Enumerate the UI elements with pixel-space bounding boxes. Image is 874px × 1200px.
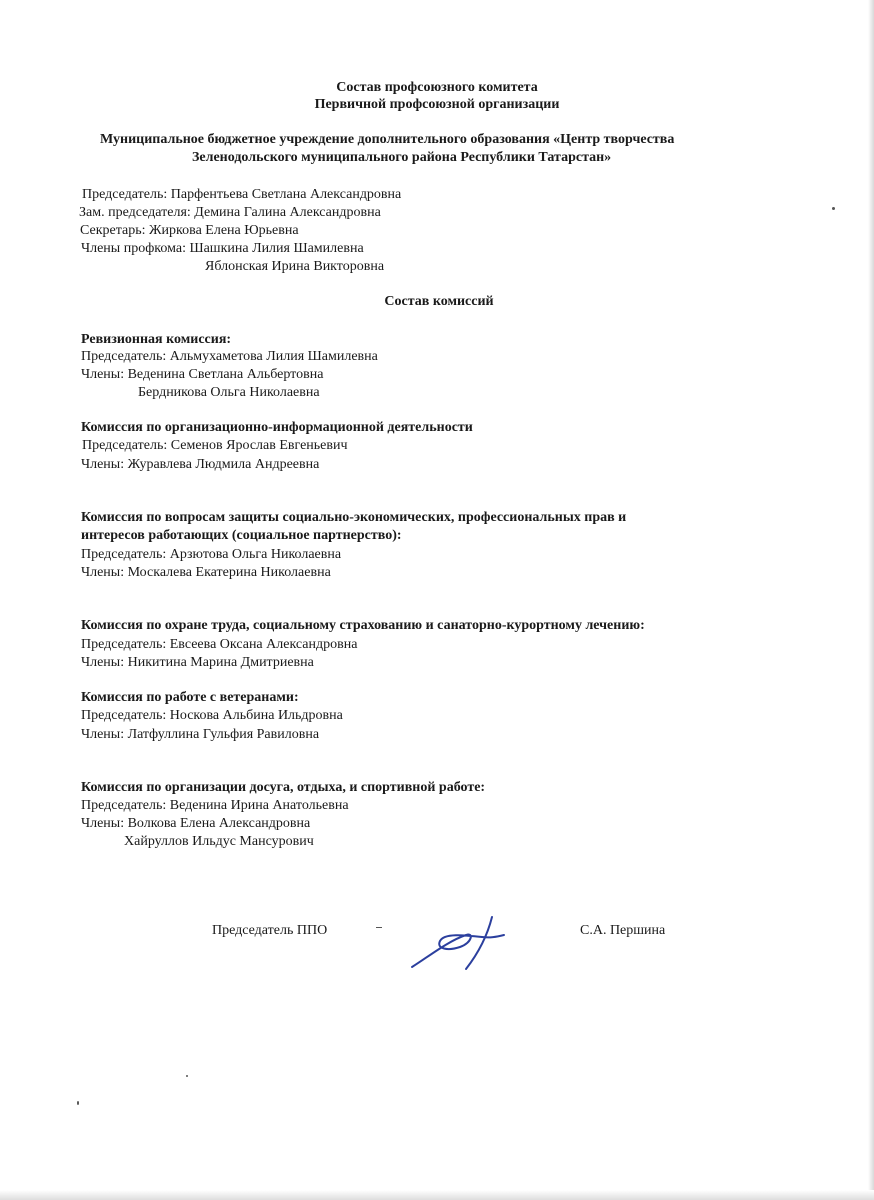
committee-members-line-2: Яблонская Ирина Викторовна <box>205 259 385 274</box>
document-title-line-1: Состав профсоюзного комитета <box>336 80 538 95</box>
commission-member: Члены: Москалева Екатерина Николаевна <box>81 565 331 580</box>
scan-edge-bottom <box>0 1190 874 1200</box>
organization-name-line-1: Муниципальное бюджетное учреждение дополнительного образования «Центр творчества <box>100 132 675 147</box>
committee-deputy-chair: Зам. председателя: Демина Галина Александровна <box>79 205 381 220</box>
commission-member: Члены: Журавлева Людмила Андреевна <box>81 457 320 472</box>
commission-title-line-1: Комиссия по вопросам защиты социально-экономических, профессиональных прав и <box>81 510 627 525</box>
scan-speck <box>186 1075 188 1077</box>
commission-title: Комиссия по организации досуга, отдыха, и спортивной работе: <box>81 780 486 795</box>
commission-member: Члены: Волкова Елена Александровна <box>81 816 311 831</box>
scan-speck <box>832 207 835 210</box>
commission-chair: Председатель: Альмухаметова Лилия Шамилевна <box>81 349 378 364</box>
scan-speck <box>376 927 382 928</box>
commission-title: Комиссия по охране труда, социальному страхованию и санаторно-курортному лечению: <box>81 618 645 633</box>
commission-chair: Председатель: Семенов Ярослав Евгеньевич <box>82 438 348 453</box>
commission-member: Члены: Веденина Светлана Альбертовна <box>81 367 324 382</box>
signatory-role: Председатель ППО <box>212 923 328 938</box>
commission-member: Бердникова Ольга Николаевна <box>138 385 320 400</box>
commission-chair: Председатель: Носкова Альбина Ильдровна <box>81 708 343 723</box>
document-title-line-2: Первичной профсоюзной организации <box>314 97 560 112</box>
commission-title: Комиссия по работе с ветеранами: <box>81 690 299 705</box>
commission-chair: Председатель: Арзютова Ольга Николаевна <box>81 547 342 562</box>
commission-title: Комиссия по организационно-информационной деятельности <box>81 420 473 435</box>
committee-members-line-1: Члены профкома: Шашкина Лилия Шамилевна <box>81 241 364 256</box>
commission-title: Ревизионная комиссия: <box>81 332 232 347</box>
signatory-name: С.А. Першина <box>580 923 666 938</box>
committee-secretary: Секретарь: Жиркова Елена Юрьевна <box>80 223 299 238</box>
scan-edge-right <box>868 0 874 1200</box>
handwritten-signature <box>408 913 508 973</box>
commission-member: Хайруллов Ильдус Мансурович <box>124 834 314 849</box>
commission-chair: Председатель: Веденина Ирина Анатольевна <box>81 798 349 813</box>
commission-chair: Председатель: Евсеева Оксана Александровна <box>81 637 358 652</box>
scan-speck <box>77 1101 79 1105</box>
commission-title-line-2: интересов работающих (социальное партнерство): <box>81 528 402 543</box>
committee-chair: Председатель: Парфентьева Светлана Александровна <box>82 187 402 202</box>
commissions-heading: Состав комиссий <box>384 294 494 309</box>
commission-member: Члены: Латфуллина Гульфия Равиловна <box>81 727 320 742</box>
organization-name-line-2: Зеленодольского муниципального района Республики Татарстан» <box>192 150 612 165</box>
commission-member: Члены: Никитина Марина Дмитриевна <box>81 655 314 670</box>
